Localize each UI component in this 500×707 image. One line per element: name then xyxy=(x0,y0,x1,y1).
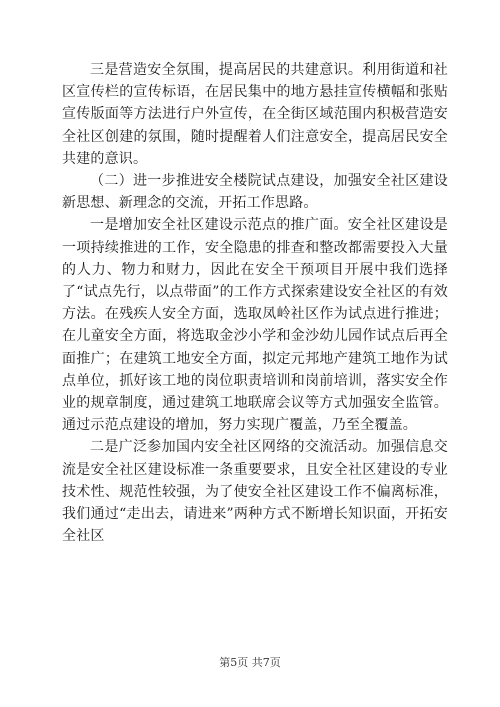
paragraph-pilot-building: （二）进一步推进安全楼院试点建设，加强安全社区建设新思想、新理念的交流，开拓工作思路。 xyxy=(62,173,448,212)
page-number-footer: 第5页 共7页 xyxy=(219,656,281,669)
paragraph-safety-atmosphere: 三是营造安全氛围，提高居民的共建意识。利用街道和社区宣传栏的宣传标语，在居民集中的地方悬挂宣传横幅和张贴宣传版面等方法进行户外宣传，在全街区域范围内积极营造安全社区创建的氛围，随时提醒着人们注意安全，提高居民安全共建的意识。 xyxy=(62,62,448,167)
paragraph-network-exchange: 二是广泛参加国内安全社区网络的交流活动。加强信息交流是安全社区建设标准一条重要要求，且安全社区建设的专业技术性、规范性较强，为了使安全社区建设工作不偏离标准，我们通过“走出去，请进来”两种方式不断增长知识面，开拓安全社区 xyxy=(62,439,448,545)
document-body xyxy=(62,59,448,547)
paragraph-demonstration-sites: 一是增加安全社区建设示范点的推广面。安全社区建设是一项持续推进的工作，安全隐患的排查和整改都需要投入大量的人力、物力和财力，因此在安全干预项目开展中我们选择了“试点先行，以点带面”的工作方式探索建设安全社区的有效方法。在残疾人安全方面，选取凤岭社区作为试点进行推进；在儿童安全方面，将选取金沙小学和金沙幼儿园作试点后再全面推广；在建筑工地安全方面，拟定元邦地产建筑工地作为试点单位，抓好该工地的岗位职责培训和岗前培训，落实安全作业的规章制度，通过建筑工地联席会议等方式加强安全监管。通过示范点建设的增加，努力实现广覆盖，乃至全覆盖。 xyxy=(62,217,448,434)
